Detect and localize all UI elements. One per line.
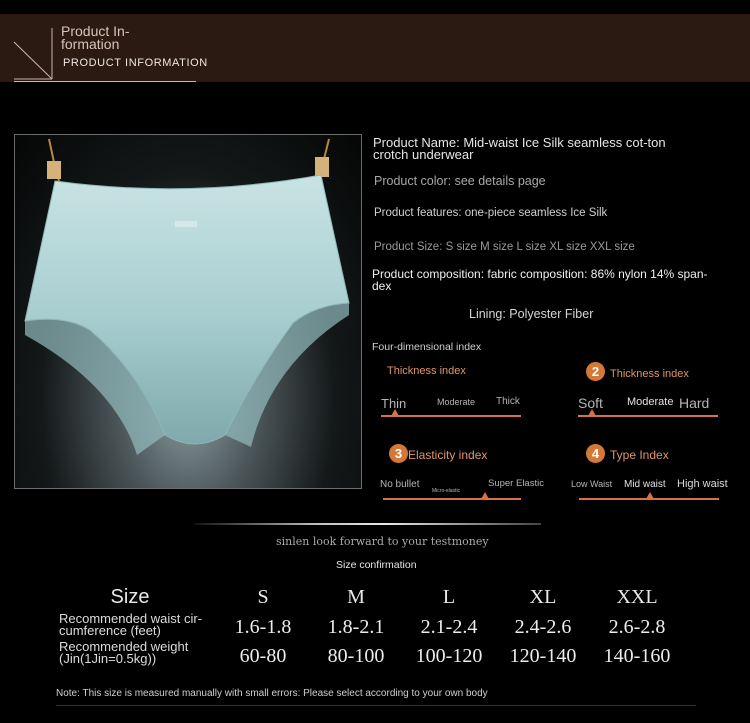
size-col-m: M — [347, 586, 365, 608]
weight-cell-xxl: 140-160 — [603, 645, 671, 667]
size-confirmation-title: Size confirmation — [336, 559, 417, 571]
index-number-3: 3 — [389, 444, 408, 463]
waist-row-label: Recommended waist cir-cumference (feet) — [59, 611, 203, 638]
underwear-illustration — [15, 135, 361, 488]
weight-cell-l: 100-120 — [415, 645, 483, 667]
thickness-index-2-title: Thickness index — [610, 368, 689, 380]
divider — [194, 523, 541, 525]
thick-label: Thick — [496, 396, 520, 407]
index-number-4: 4 — [586, 444, 605, 463]
product-name: Product Name: Mid-waist Ice Silk seamless cot-ton crotch underwear — [373, 135, 666, 162]
product-size: Product Size: S size M size L size XL size XXL size — [374, 241, 635, 253]
product-color: Product color: see details page — [374, 174, 546, 188]
weight-row-label: Recommended weight (Jin(1Jin=0.5kg)) — [59, 639, 189, 666]
thickness-bar — [381, 415, 521, 417]
size-header-label: Size — [110, 586, 150, 608]
section-header — [0, 14, 750, 82]
elasticity-index-title: Elasticity index — [408, 448, 488, 462]
index-number-2: 2 — [586, 362, 605, 381]
product-features: Product features: one-piece seamless Ice Silk — [374, 207, 608, 219]
hard-label: Hard — [679, 395, 710, 411]
waist-cell-l: 2.1-2.4 — [420, 616, 478, 638]
waist-cell-xxl: 2.6-2.8 — [608, 616, 666, 638]
thickness-marker — [391, 409, 399, 416]
thin-label: Thin — [381, 396, 407, 411]
four-dimensional-index-label: Four-dimensional index — [372, 341, 482, 353]
product-photo — [14, 134, 362, 489]
header-underline — [14, 81, 196, 82]
weight-cell-m: 80-100 — [327, 645, 385, 667]
slogan: sinlen look forward to your testmoney — [276, 535, 489, 548]
header-title: Product In-formation — [61, 23, 130, 52]
size-note: Note: This size is measured manually with small errors: Please select according to your own body — [56, 688, 488, 699]
high-waist-label: High waist — [677, 478, 728, 490]
type-index-title: Type Index — [610, 448, 669, 462]
bottom-divider — [56, 705, 696, 706]
micro-elastic-label: Micro-elastic — [432, 488, 461, 494]
elasticity-bar — [383, 498, 521, 500]
thickness-index-title: Thickness index — [387, 365, 466, 377]
product-composition: Product composition: fabric composition: 86% nylon 14% span-dex — [372, 267, 708, 293]
thickness-2-marker — [588, 409, 596, 416]
super-elastic-label: Super Elastic — [488, 478, 544, 489]
elasticity-marker — [481, 492, 489, 499]
soft-label: Soft — [578, 395, 603, 411]
mid-waist-label: Mid waist — [624, 479, 666, 490]
thickness-2-bar — [578, 415, 718, 417]
type-marker — [646, 492, 654, 499]
waist-cell-xl: 2.4-2.6 — [514, 616, 572, 638]
waist-cell-s: 1.6-1.8 — [234, 616, 292, 638]
weight-cell-s: 60-80 — [239, 645, 287, 667]
size-col-s: S — [257, 586, 269, 608]
weight-cell-xl: 120-140 — [509, 645, 577, 667]
moderate-label: Moderate — [627, 396, 674, 408]
product-lining: Lining: Polyester Fiber — [469, 307, 594, 321]
arrow-diagonal-icon — [12, 26, 54, 82]
size-col-xl: XL — [529, 586, 557, 608]
no-bullet-label: No bullet — [380, 479, 420, 490]
size-col-xxl: XXL — [616, 586, 658, 608]
header-subtitle: PRODUCT INFORMATION — [63, 57, 208, 69]
low-waist-label: Low Waist — [571, 479, 613, 489]
waist-cell-m: 1.8-2.1 — [327, 616, 385, 638]
size-col-l: L — [442, 586, 456, 608]
moderate-label: Moderate — [437, 397, 476, 407]
